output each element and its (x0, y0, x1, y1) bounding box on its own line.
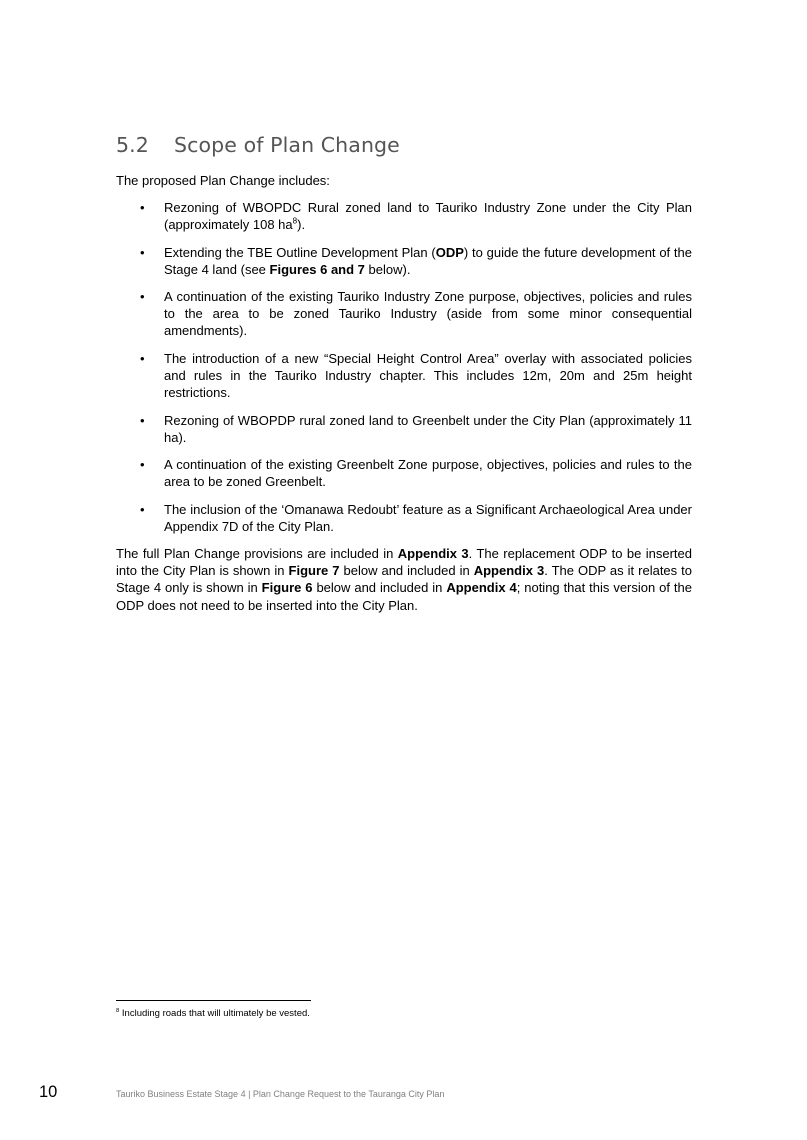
bullet-icon: • (140, 502, 145, 518)
bullet-text (164, 245, 692, 277)
bullet-item (116, 456, 692, 490)
bullet-icon: • (140, 412, 145, 428)
bullet-item (116, 288, 692, 339)
closing-paragraph (116, 545, 692, 614)
footnote-mark: 8 (116, 1007, 120, 1014)
section-number: 5.2 (116, 133, 149, 157)
bullet-text (164, 457, 692, 489)
text-run: The inclusion of the ‘Omanawa Redoubt’ feature as a Significant Archaeological Area under Appendix 7D of the City Plan. (164, 502, 692, 535)
text-run: below). (364, 261, 411, 277)
bullet-icon: • (140, 457, 145, 473)
intro-paragraph: The proposed Plan Change includes: (116, 173, 330, 188)
bullet-icon: • (140, 289, 145, 305)
bold-text: Figures 6 and 7 (269, 261, 365, 277)
footnote-text: Including roads that will ultimately be vested. (119, 1008, 310, 1019)
bold-text: ODP (435, 244, 464, 260)
bullet-text (164, 289, 692, 338)
bullet-item (116, 244, 692, 278)
text-run: A continuation of the existing Greenbelt Zone purpose, objectives, policies and rules to the area to be zoned Greenbelt. (164, 457, 692, 490)
bullet-item (116, 199, 692, 233)
bullet-item (116, 501, 692, 535)
bold-text: Appendix 3 (397, 546, 469, 561)
section-heading (116, 133, 400, 157)
footnote-ref: 8 (292, 216, 298, 226)
text-run: Rezoning of WBOPDP rural zoned land to Greenbelt under the City Plan (approximately 11 ha). (164, 412, 692, 445)
text-run: ; noting that this version of the ODP does not need to be inserted into the City Plan. (116, 580, 692, 613)
bullet-icon: • (140, 244, 145, 260)
footnote-divider (116, 1000, 311, 1001)
footer-text: Tauriko Business Estate Stage 4 | Plan Change Request to the Tauranga City Plan (116, 1089, 445, 1099)
bullet-icon: • (140, 351, 145, 367)
text-run: . The ODP as it relates to Stage 4 only is shown in (116, 563, 692, 596)
bullet-item (116, 412, 692, 446)
bullet-list (116, 199, 692, 546)
bullet-text (164, 351, 692, 400)
bullet-text (164, 502, 692, 534)
bold-text: Figure 7 (288, 563, 340, 579)
bullet-text (164, 200, 692, 232)
text-run: ) to guide the future development of the Stage 4 land (see (164, 244, 693, 277)
section-title: Scope of Plan Change (174, 133, 400, 157)
page-number: 10 (39, 1083, 58, 1101)
bold-text: Appendix 3 (473, 563, 545, 579)
bold-text: Figure 6 (261, 580, 313, 596)
text-run: below and included in (339, 563, 474, 579)
text-run: Extending the TBE Outline Development Plan ( (164, 244, 436, 260)
bullet-text (164, 413, 692, 445)
text-run: Rezoning of WBOPDC Rural zoned land to Tauriko Industry Zone under the City Plan (approximately 108 ha (164, 200, 692, 232)
bullet-item (116, 350, 692, 401)
text-run: The full Plan Change provisions are included in (116, 546, 398, 561)
bullet-icon: • (140, 200, 145, 215)
text-run: . The replacement ODP to be inserted into the City Plan is shown in (116, 546, 692, 579)
bold-text: Appendix 4 (446, 580, 517, 596)
text-run: A continuation of the existing Tauriko Industry Zone purpose, objectives, policies and rules to the area to be zoned Tauriko Industry (aside from some minor consequential amendments). (164, 289, 692, 339)
footnote (116, 1008, 310, 1019)
text-run: below and included in (312, 580, 447, 596)
text-run: ). (297, 217, 306, 232)
text-run: The introduction of a new “Special Height Control Area” overlay with associated policies and rules in the Tauriko Industry chapter. This includes 12m, 20m and 25m height restrictions. (164, 351, 692, 401)
